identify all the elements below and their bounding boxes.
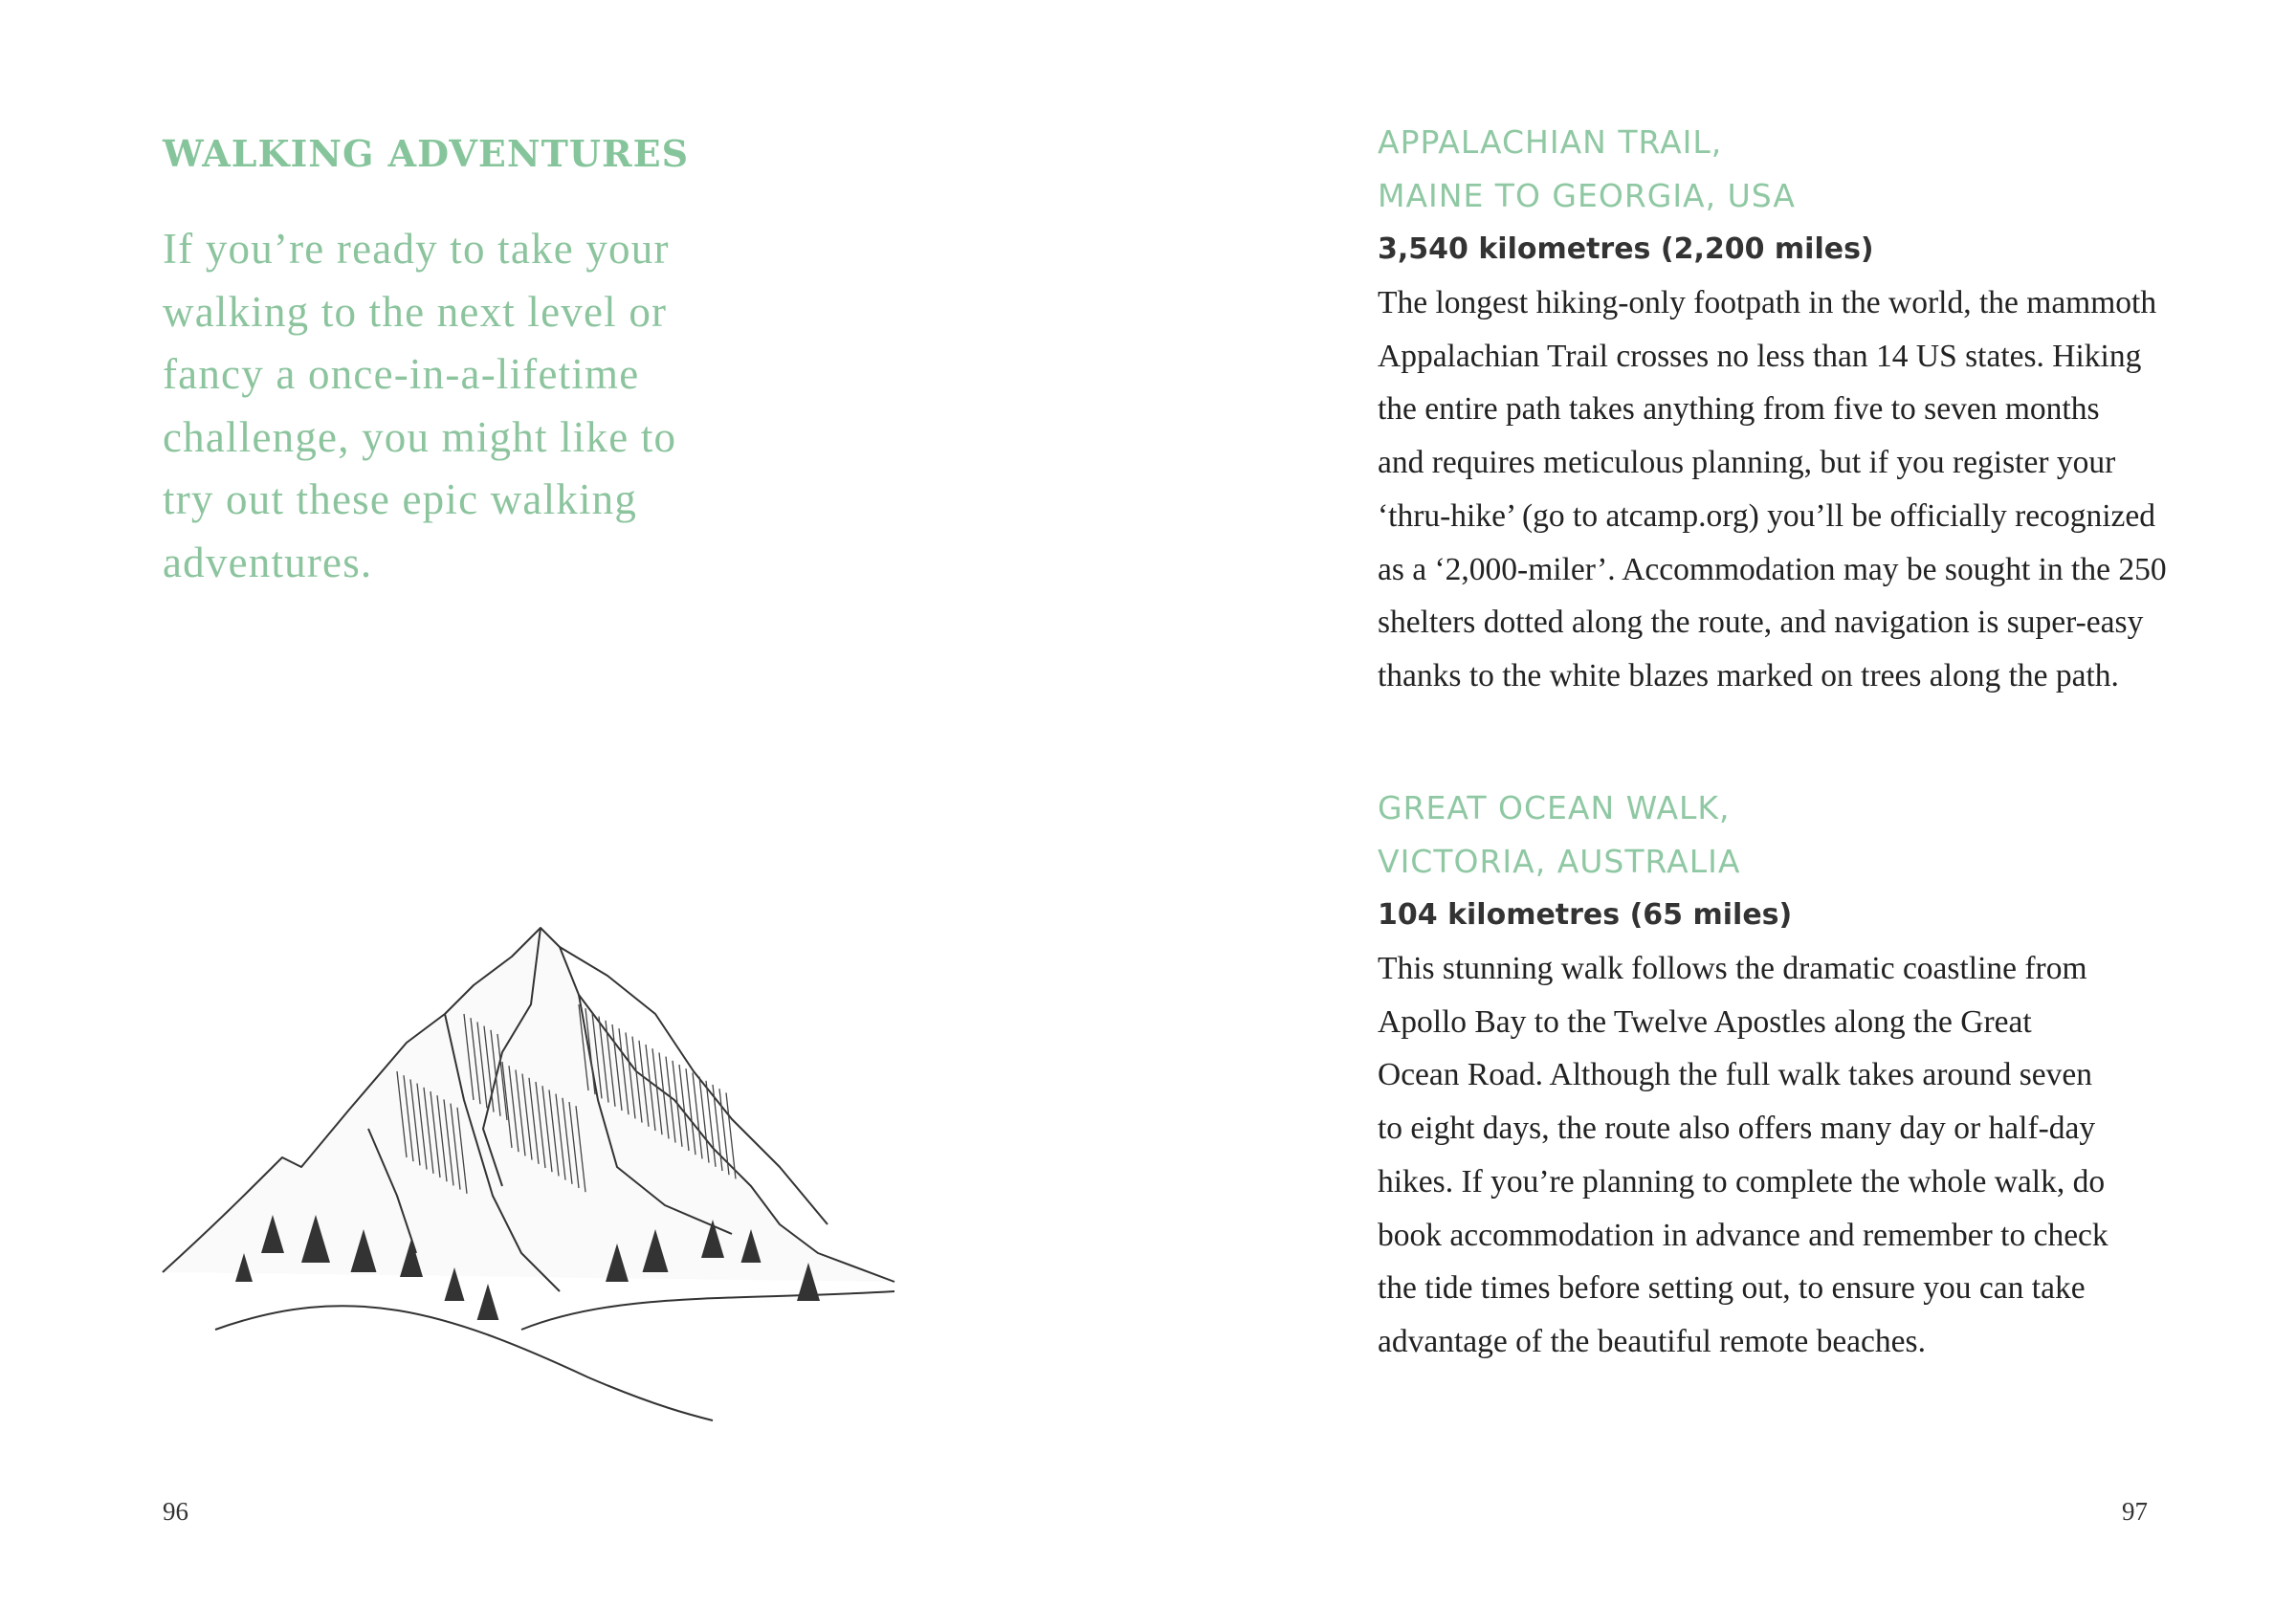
body-line: hikes. If you’re planning to complete the whole walk, do (1378, 1163, 2106, 1200)
body-line: shelters dotted along the route, and navigation is super-easy (1378, 605, 2144, 641)
trail-title: GREAT OCEAN WALK, (1378, 789, 1731, 826)
body-line: Apollo Bay to the Twelve Apostles along the Great (1378, 1003, 2032, 1040)
trail-description (1378, 276, 2167, 703)
trail-section (1378, 781, 2162, 1369)
intro-line: adventures. (163, 538, 373, 586)
trail-description (1378, 942, 2162, 1369)
body-line: This stunning walk follows the dramatic coastline from (1378, 951, 2087, 986)
body-line: as a ‘2,000-miler’. Accommodation may be sought in the 250 (1378, 551, 2167, 587)
trail-distance: 104 kilometres (65 miles) (1378, 898, 1793, 932)
trail-title: MAINE TO GEORGIA, USA (1378, 177, 1796, 214)
body-line: book accommodation in advance and remember to check (1378, 1217, 2108, 1253)
body-line: thanks to the white blazes marked on trees along the path. (1378, 657, 2119, 693)
body-line: to eight days, the route also offers many day or half-day (1378, 1111, 2096, 1147)
intro-line: try out these epic walking (163, 475, 638, 524)
body-line: the entire path takes anything from five to seven months (1378, 391, 2100, 428)
intro-paragraph (163, 218, 676, 595)
chapter-heading: WALKING ADVENTURES (163, 132, 690, 175)
body-line: the tide times before setting out, to ensure you can take (1378, 1270, 2086, 1307)
body-line: advantage of the beautiful remote beaches. (1378, 1323, 1926, 1359)
body-line: and requires meticulous planning, but if you register your (1378, 445, 2116, 481)
body-line: Ocean Road. Although the full walk takes around seven (1378, 1057, 2093, 1093)
body-line: Appalachian Trail crosses no less than 14 US states. Hiking (1378, 338, 2142, 374)
body-line: ‘thru-hike’ (go to atcamp.org) you’ll be officially recognized (1378, 497, 2156, 534)
trail-title: APPALACHIAN TRAIL, (1378, 123, 1723, 161)
body-line: The longest hiking-only footpath in the world, the mammoth (1378, 285, 2157, 320)
intro-line: fancy a once-in-a-lifetime (163, 350, 640, 399)
page-number: 97 (2122, 1497, 2148, 1526)
intro-line: walking to the next level or (163, 287, 668, 336)
trail-section (1378, 116, 2167, 703)
trail-title: VICTORIA, AUSTRALIA (1378, 843, 1741, 880)
tree-icon (477, 1284, 499, 1320)
trail-distance: 3,540 kilometres (2,200 miles) (1378, 232, 1874, 266)
intro-line: challenge, you might like to (163, 412, 677, 461)
mountain-illustration (158, 880, 971, 1425)
page-number: 96 (163, 1497, 188, 1526)
intro-line: If you’re ready to take your (163, 225, 670, 273)
right-page (1148, 0, 2296, 1607)
